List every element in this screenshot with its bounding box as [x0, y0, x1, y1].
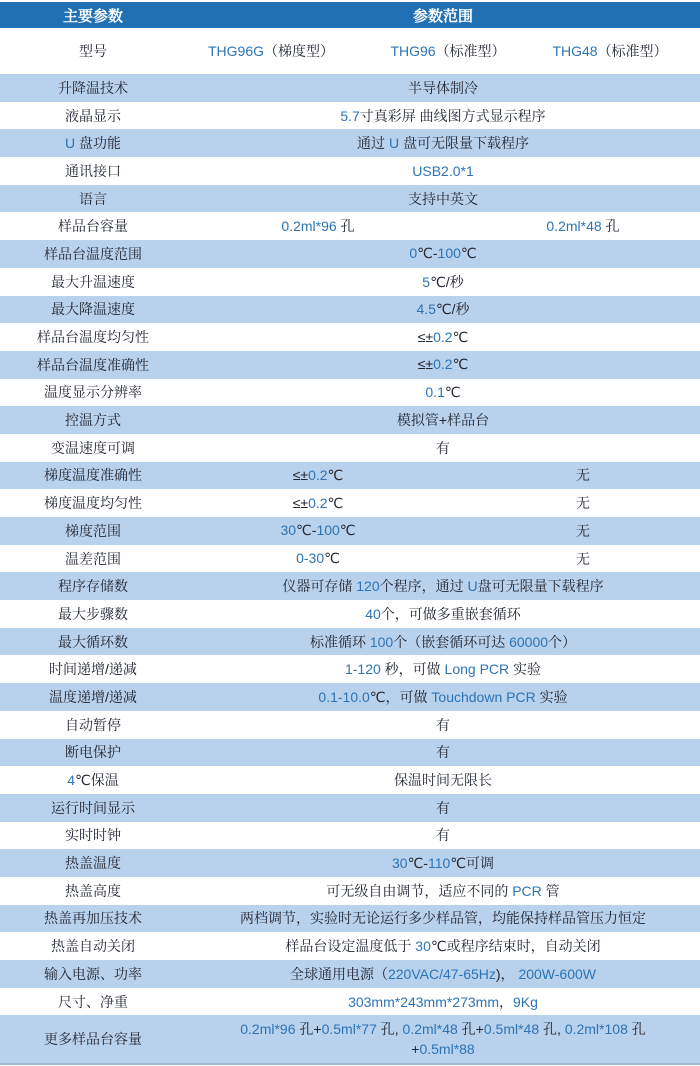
accent-text: 40: [365, 605, 381, 622]
value-cell: THG96（标准型）: [390, 42, 506, 59]
param-name-cell: 时间递增/递减: [49, 661, 137, 678]
value-cell: 0.2ml*48 孔: [546, 218, 620, 235]
table-row: [0, 572, 700, 600]
param-name-cell: 最大步骤数: [58, 605, 128, 622]
value-cell: THG96G（梯度型）: [207, 42, 334, 59]
value-cell: 半导体制冷: [408, 79, 478, 96]
accent-text: U: [388, 135, 400, 152]
param-name-cell: 升降温技术: [58, 79, 128, 96]
accent-text: 9Kg: [513, 993, 538, 1010]
value-cell: ≤±0.2℃: [292, 494, 344, 511]
param-name-cell: 控温方式: [65, 412, 121, 429]
table-row: [0, 434, 700, 462]
value-cell: ≤±0.2℃: [292, 466, 344, 483]
value-cell: 40个，可做多重嵌套循环: [365, 605, 521, 622]
value-cell: 5℃/秒: [422, 273, 464, 290]
table-row: [0, 157, 700, 185]
value-cell: 有: [436, 716, 450, 733]
table-row: [0, 822, 700, 850]
column-header-main-params: 主要参数: [62, 7, 123, 25]
accent-text: 0.5ml*77: [321, 1021, 377, 1038]
accent-text: U: [467, 578, 478, 595]
value-cell: 0℃-100℃: [409, 245, 477, 262]
table-row: [0, 351, 700, 379]
accent-text: 0.1-10.0: [318, 688, 370, 705]
spec-table: [0, 2, 700, 1065]
param-name-cell: 语言: [79, 190, 107, 207]
accent-text: 1-120: [344, 661, 381, 678]
accent-text: THG48: [552, 42, 598, 59]
value-cell: 无: [576, 495, 590, 512]
param-name-cell: 样品台容量: [58, 218, 128, 235]
table-row: [0, 739, 700, 767]
accent-text: 0.5ml*88: [419, 1041, 475, 1058]
table-header-row: [0, 2, 700, 28]
table-row: [0, 988, 700, 1016]
accent-text: 110: [427, 855, 451, 872]
table-row: [0, 517, 700, 545]
accent-text: PCR: [512, 882, 542, 899]
accent-text: 30: [391, 855, 408, 872]
accent-text: 30: [280, 522, 297, 539]
param-name-cell: 样品台温度均匀性: [37, 329, 149, 346]
table-row: [0, 240, 700, 268]
value-cell: ≤±0.2℃: [417, 328, 469, 345]
column-header-param-range: 参数范围: [412, 7, 473, 25]
accent-text: 4: [67, 772, 76, 789]
param-name-cell: 热盖高度: [65, 882, 121, 899]
value-cell: 0.2ml*96 孔: [281, 218, 355, 235]
param-name-cell: 液晶显示: [65, 107, 121, 124]
param-name-cell: U 盘功能: [64, 135, 121, 152]
accent-text: 0.2ml*96: [240, 1021, 296, 1038]
value-cell: [186, 163, 700, 179]
table-row: [0, 545, 700, 573]
param-name-cell: 热盖温度: [65, 855, 121, 872]
value-cell: 303mm*243mm*273mm，9Kg: [348, 993, 538, 1010]
value-cell: THG48（标准型）: [552, 42, 668, 59]
value-cell: 两档调节，实验时无论运行多少样品管，均能保持样品管压力恒定: [240, 910, 646, 927]
accent-text: U: [64, 135, 76, 152]
accent-text: 4.5: [416, 301, 436, 318]
value-cell: 0.1℃: [425, 383, 461, 400]
table-row: [0, 129, 700, 157]
table-row: [0, 711, 700, 739]
table-row: [0, 185, 700, 213]
accent-text: 0.2: [433, 356, 453, 373]
value-cell: 模拟管+样品台: [396, 412, 490, 429]
accent-text: 0: [409, 245, 418, 262]
accent-text: 5: [422, 273, 431, 290]
param-name-cell: 最大升温速度: [51, 273, 135, 290]
param-name-cell: 温度显示分辨率: [44, 384, 142, 401]
param-name-cell: 输入电源、功率: [44, 965, 142, 982]
accent-text: 60000: [509, 633, 549, 650]
table-row: [0, 379, 700, 407]
table-row: [0, 296, 700, 324]
accent-text: USB2.0*1: [412, 162, 474, 179]
value-cell: 0-30℃: [296, 550, 340, 567]
table-row: [0, 628, 700, 656]
accent-text: 0.2ml*48: [546, 218, 602, 235]
value-cell: 标准循环 100个（嵌套循环可达 60000个）: [309, 633, 577, 650]
accent-text: 0.1: [425, 383, 445, 400]
value-cell: 支持中英文: [408, 190, 478, 207]
value-cell: 0.2ml*96 孔+0.5ml*77 孔, 0.2ml*48 孔+0.5ml*48 孔, 0.2ml*108 孔+0.5ml*88: [240, 1021, 646, 1058]
accent-text: 0.2: [308, 466, 328, 483]
accent-text: 0.2: [433, 328, 453, 345]
value-cell: 30℃-100℃: [280, 522, 356, 539]
value-cell: ≤±0.2℃: [417, 356, 469, 373]
value-cell: 30℃-110℃可调: [391, 855, 495, 872]
accent-text: PCR: [506, 688, 536, 705]
value-cell: 5.7寸真彩屏 曲线图方式显示程序: [340, 107, 546, 124]
param-name-cell: 温度递增/递减: [49, 688, 137, 705]
accent-text: Long: [444, 661, 476, 678]
accent-text: 0.2ml*48: [402, 1021, 458, 1038]
table-row: [0, 683, 700, 711]
accent-text: 0-30: [296, 550, 325, 567]
value-cell: 可无级自由调节，适应不同的 PCR 管: [326, 882, 560, 899]
table-row: [0, 655, 700, 683]
param-name-cell: 实时时钟: [65, 827, 121, 844]
param-name-cell: 尺寸、净重: [58, 993, 128, 1010]
accent-text: 0.2: [308, 494, 328, 511]
accent-text: THG96G: [207, 42, 264, 59]
value-cell: 全球通用电源（220VAC/47-65Hz)， 200W-600W: [289, 965, 597, 982]
param-name-cell: 温差范围: [65, 550, 121, 567]
param-name-cell: 运行时间显示: [51, 799, 135, 816]
param-name-cell: 自动暂停: [65, 716, 121, 733]
table-row: [0, 489, 700, 517]
accent-text: 0.5ml*48: [483, 1021, 540, 1038]
accent-text: 100: [316, 522, 340, 539]
table-row: [0, 323, 700, 351]
accent-text: 100: [369, 633, 394, 650]
value-cell: 有: [436, 439, 450, 456]
value-cell: 4.5℃/秒: [416, 301, 470, 318]
table-row: [0, 268, 700, 296]
table-row: [0, 766, 700, 794]
param-name-cell: 样品台温度范围: [44, 245, 142, 262]
accent-text: 30: [415, 938, 431, 955]
table-row: [0, 1015, 700, 1063]
param-name-cell: 断电保护: [65, 744, 121, 761]
value-cell: 有: [436, 799, 450, 816]
param-name-cell: 梯度温度均匀性: [44, 495, 142, 512]
value-cell: 0.1-10.0℃，可做 Touchdown PCR 实验: [318, 688, 568, 705]
table-row: [0, 960, 700, 988]
value-cell: 有: [436, 744, 450, 761]
accent-text: 5.7: [340, 107, 360, 124]
param-name-cell: 变温速度可调: [51, 439, 135, 456]
param-name-cell: 程序存储数: [58, 578, 128, 595]
accent-text: 0.2ml*108: [564, 1021, 628, 1038]
param-name-cell: 通讯接口: [65, 162, 121, 179]
accent-text: Touchdown: [431, 688, 503, 705]
value-cell: 无: [576, 550, 590, 567]
table-row: [0, 406, 700, 434]
table-row: [0, 28, 700, 74]
table-row: [0, 74, 700, 102]
table-row: [0, 462, 700, 490]
table-row: [0, 932, 700, 960]
value-cell: 无: [576, 467, 590, 484]
value-cell: 仪器可存储 120个程序，通过 U盘可无限量下载程序: [282, 578, 604, 595]
accent-text: 220VAC/47-65Hz: [387, 965, 496, 982]
accent-text: 0.2ml*96: [281, 218, 337, 235]
param-name-cell: 样品台温度准确性: [37, 356, 149, 373]
param-name-cell: 热盖自动关闭: [51, 938, 135, 955]
accent-text: 303mm*243mm*273mm: [348, 993, 500, 1010]
value-cell: 通过 U 盘可无限量下载程序: [357, 135, 529, 152]
value-cell: 有: [436, 827, 450, 844]
accent-text: 120: [356, 578, 380, 595]
param-name-cell: 热盖再加压技术: [44, 910, 142, 927]
param-name-cell: 最大循环数: [58, 633, 128, 650]
value-cell: 1-120 秒，可做 Long PCR 实验: [344, 661, 542, 678]
param-name-cell: 更多样品台容量: [44, 1031, 142, 1048]
param-name-cell: 型号: [79, 42, 107, 59]
param-name-cell: 4℃保温: [67, 772, 119, 789]
table-row: [0, 877, 700, 905]
value-cell: 样品台设定温度低于 30℃或程序结束时，自动关闭: [285, 938, 601, 955]
param-name-cell: 最大降温速度: [51, 301, 135, 318]
param-name-cell: 梯度范围: [65, 522, 121, 539]
value-cell: 无: [576, 522, 590, 539]
accent-text: THG96: [390, 42, 436, 59]
table-row: [0, 102, 700, 130]
table-body: [0, 28, 700, 1063]
accent-text: 200W-600W: [518, 965, 597, 982]
table-row: [0, 212, 700, 240]
accent-text: PCR: [479, 661, 510, 678]
table-row: [0, 905, 700, 933]
table-row: [0, 849, 700, 877]
value-cell: 保温时间无限长: [394, 772, 492, 789]
table-row: [0, 600, 700, 628]
table-row: [0, 794, 700, 822]
param-name-cell: 梯度温度准确性: [44, 467, 142, 484]
accent-text: 100: [437, 245, 461, 262]
